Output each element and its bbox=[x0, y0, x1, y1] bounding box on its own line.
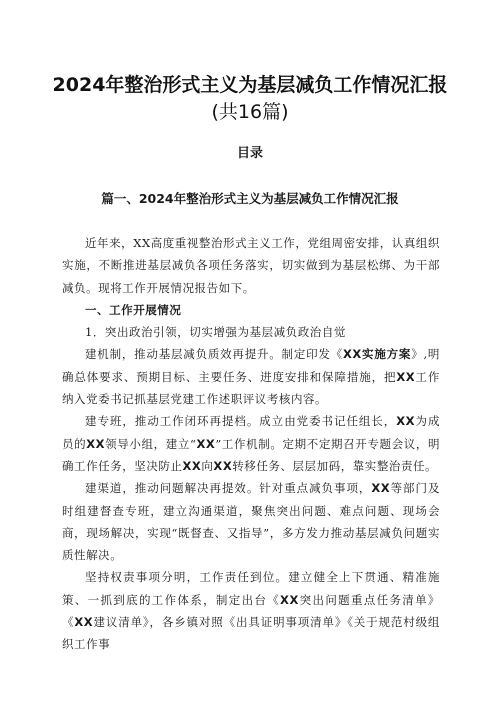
text-run: 建专班，推动工作闭环再提档。成立由党委书记任组长， bbox=[85, 414, 397, 429]
document-title: 2024年整治形式主义为基层减负工作情况汇报 bbox=[52, 74, 448, 96]
text-run: 建议清单》，各乡镇对照《出具证明事项清单》《关于规范村级组织工作事 bbox=[62, 615, 440, 652]
text-run-bold: XX bbox=[86, 436, 106, 451]
text-run-bold: XX实施方案 bbox=[342, 347, 412, 362]
text-run-bold: XX bbox=[74, 615, 94, 630]
paragraph-responsibility bbox=[62, 566, 440, 655]
text-run-bold: XX bbox=[396, 414, 416, 429]
text-run: 为成员的 bbox=[62, 414, 440, 451]
text-run-bold: XX bbox=[182, 458, 202, 473]
text-run: ”工作机制。定期不定期召开专题会议，明确工作任务，坚决防止 bbox=[62, 436, 441, 473]
document-body bbox=[62, 232, 440, 656]
paragraph-task-force bbox=[62, 410, 440, 477]
text-run: 领导小组，建立“ bbox=[105, 436, 197, 451]
text-run-bold: XX bbox=[280, 592, 299, 607]
section-title: 篇一、2024年整治形式主义为基层减负工作情况汇报 bbox=[101, 191, 399, 206]
text-run: 等部门及时组建督查专班，建立沟通渠道，聚焦突出问题、难点问题、现场会商，现场解决，实现“既督查、又指导”，多方发力推动基层减负问题实质性解决。 bbox=[62, 481, 441, 563]
intro-paragraph: 近年来，XX高度重视整治形式主义工作，党组周密安排，认真组织实施，不断推进基层减负各项任务落实，切实做到为基层松绑、为干部减负。现将工作开展情况报告如下。 bbox=[62, 236, 440, 295]
text-run-bold: XX bbox=[213, 458, 233, 473]
text-run: 突出问题重点任务清单》《 bbox=[62, 592, 440, 630]
paragraph-mechanism bbox=[62, 343, 440, 410]
text-run-bold: XX bbox=[196, 436, 216, 451]
text-run: 建渠道，推动问题解决再提效。针对重点减负事项， bbox=[85, 481, 372, 496]
heading-work-progress: 一、工作开展情况 bbox=[85, 302, 182, 317]
text-run: 坚持权责事项分明，工作责任到位。建立健全上下贯通、精准施策、一抓到底的工作体系，制定出台《 bbox=[62, 570, 440, 607]
text-run-bold: XX bbox=[371, 481, 391, 496]
document-subtitle: (共16篇) bbox=[211, 101, 289, 123]
toc-heading: 目录 bbox=[236, 146, 263, 161]
text-run-bold: XX bbox=[396, 369, 416, 384]
text-run: 向 bbox=[201, 458, 214, 473]
paragraph-channels bbox=[62, 477, 440, 566]
text-run: 转移任务、层层加码，靠实整治责任。 bbox=[232, 458, 438, 473]
subheading-political-guidance: 1．突出政治引领，切实增强为基层减负政治自觉 bbox=[85, 325, 346, 340]
text-run: 》,明确总体要求、预期目标、主要任务、进度安排和保障措施，把 bbox=[62, 347, 440, 384]
text-run: 工作纳入党委书记抓基层党建工作述职评议考核内容。 bbox=[62, 369, 440, 407]
text-run: 建机制，推动基层减负质效再提升。制定印发《 bbox=[85, 347, 343, 362]
